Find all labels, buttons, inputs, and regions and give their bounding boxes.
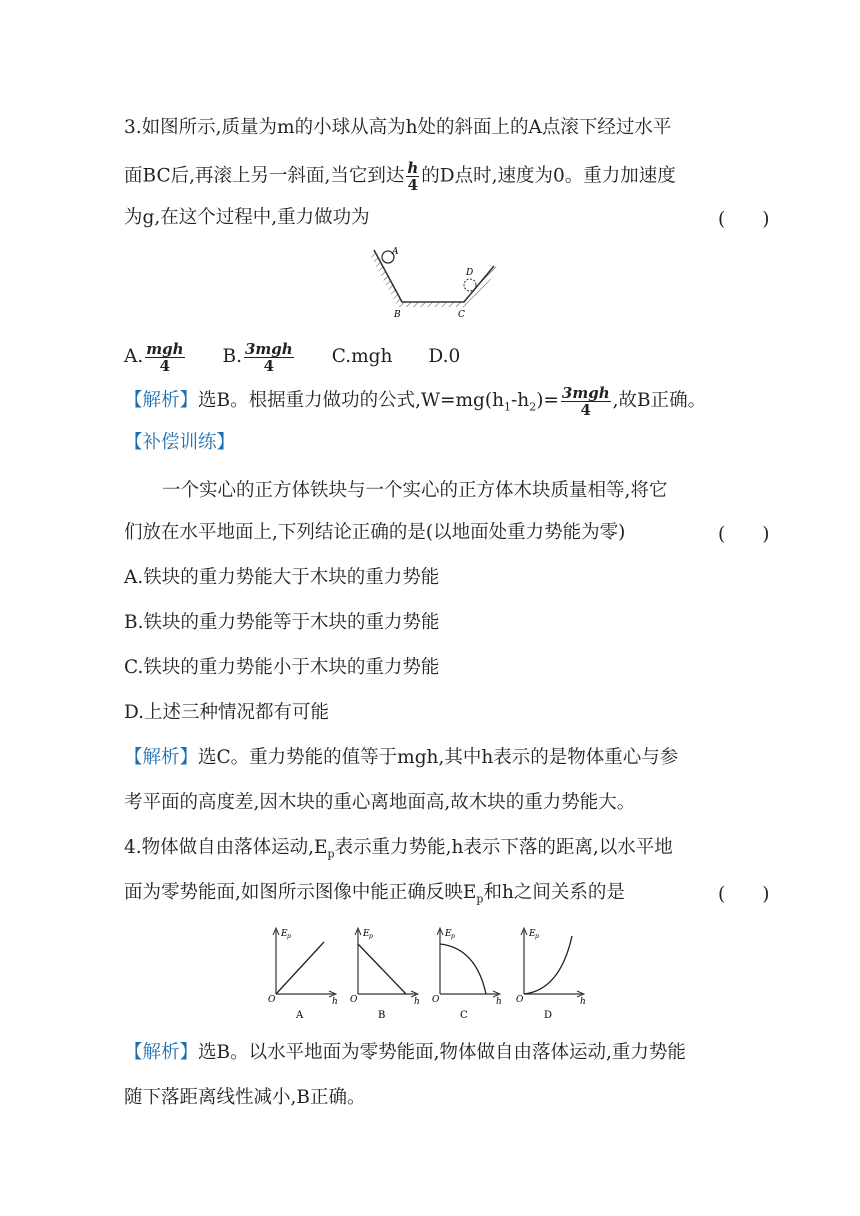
graph-B-ylabel: E: [363, 929, 370, 939]
graph-C-origin: O: [432, 995, 440, 1005]
graph-D-curve: [524, 936, 572, 994]
q3-option-a[interactable]: A. $\frac{\text{mgh}}{4}$: [124, 339, 184, 375]
bc-stem-line1: 一个实心的正方体铁块与一个实心的正方体木块质量相等,将它: [162, 480, 668, 501]
graph-D-ylabel-sub: p: [535, 933, 539, 940]
graph-B-xlabel: h: [414, 997, 420, 1007]
bc-stem-line2: 们放在水平地面上,下列结论正确的是(以地面处重力势能为零): [124, 522, 626, 543]
answer-fraction: $\frac{\text{3mgh}}{4}$: [561, 383, 610, 419]
bc-analysis-line1: 【解析】选C。重力势能的值等于mgh,其中h表示的是物体重心与参: [124, 747, 679, 768]
q3-analysis: 【解析】选B。根据重力做功的公式$,W=mg(h_1-h_2)=$ $\frac{\text{3mgh}}{4}$ ,故B正确。: [124, 383, 707, 419]
graph-C-xlabel: h: [496, 997, 502, 1007]
bc-answer-paren: ( ): [718, 524, 770, 545]
graph-D-origin: O: [516, 995, 524, 1005]
bc-option-b[interactable]: B.铁块的重力势能等于木块的重力势能: [124, 612, 440, 633]
graph-C-ylabel: E: [445, 929, 452, 939]
analysis-tag: 【解析】: [124, 390, 199, 411]
graph-D-xlabel: h: [580, 997, 586, 1007]
bc-option-d[interactable]: D.上述三种情况都有可能: [124, 702, 330, 723]
svg-text:A: A: [392, 247, 399, 257]
q3-stem-line1: 3.如图所示,质量为m的小球从高为h处的斜面上的A点滚下经过水平: [124, 117, 672, 138]
svg-text:D: D: [466, 268, 474, 278]
graph-D-name: D: [544, 1010, 553, 1021]
q4-analysis-line1: 【解析】选B。以水平地面为零势能面,物体做自由落体运动,重力势能: [124, 1042, 686, 1063]
graph-C-curve: [440, 944, 486, 994]
q3-option-c[interactable]: C.mgh: [331, 346, 393, 367]
graph-C-ylabel-sub: p: [451, 933, 455, 940]
svg-text:C: C: [458, 310, 465, 320]
graph-A-ylabel: E: [281, 929, 288, 939]
graph-A-origin: O: [268, 995, 276, 1005]
q4-graph-options: [262, 922, 602, 1022]
q3-stem-line2: 面BC后,再滚上另一斜面,当它到达 $\frac{h}{4}$ 的D点时,速度为0。重力加速度: [124, 159, 676, 194]
q3-answer-paren: ( ): [718, 209, 770, 230]
graph-A-name: A: [296, 1010, 304, 1021]
graph-A-xlabel: h: [332, 997, 338, 1007]
bc-option-a[interactable]: A.铁块的重力势能大于木块的重力势能: [124, 567, 440, 588]
graph-B-curve: [358, 944, 406, 994]
graph-B-ylabel-sub: p: [369, 933, 373, 940]
q3-option-b[interactable]: B. $\frac{\text{3mgh}}{4}$: [222, 339, 293, 375]
bc-analysis-line2: 考平面的高度差,因木块的重心离地面高,故木块的重力势能大。: [124, 792, 636, 813]
q4-analysis-line2: 随下落距离线性减小,B正确。: [124, 1087, 366, 1108]
q3-slope-figure: [360, 240, 510, 320]
bc-option-c[interactable]: C.铁块的重力势能小于木块的重力势能: [124, 657, 440, 678]
graph-D-ylabel: E: [529, 929, 536, 939]
graph-B-name: B: [378, 1010, 386, 1021]
q3-fraction-h-over-4: $\frac{h}{4}$: [407, 159, 419, 194]
q4-stem-line2: 面为零势能面,如图所示图像中能正确反映$E_p$和h之间关系的是: [124, 882, 625, 906]
q4-stem-line1: 4.物体做自由落体运动$,E_p$表示重力势能,h表示下落的距离,以水平地: [124, 837, 673, 861]
q3-option-d[interactable]: D.0: [428, 346, 461, 367]
svg-text:B: B: [394, 310, 401, 320]
q3-options: [124, 340, 496, 374]
graph-A-curve: [276, 942, 324, 994]
q3-stem-line3: 为g,在这个过程中,重力做功为: [124, 207, 370, 228]
graph-B-origin: O: [350, 995, 358, 1005]
graph-C-name: C: [460, 1010, 468, 1021]
compensation-training-tag: 【补偿训练】: [124, 432, 236, 453]
q4-answer-paren: ( ): [718, 884, 770, 905]
graph-A-ylabel-sub: p: [287, 933, 291, 940]
